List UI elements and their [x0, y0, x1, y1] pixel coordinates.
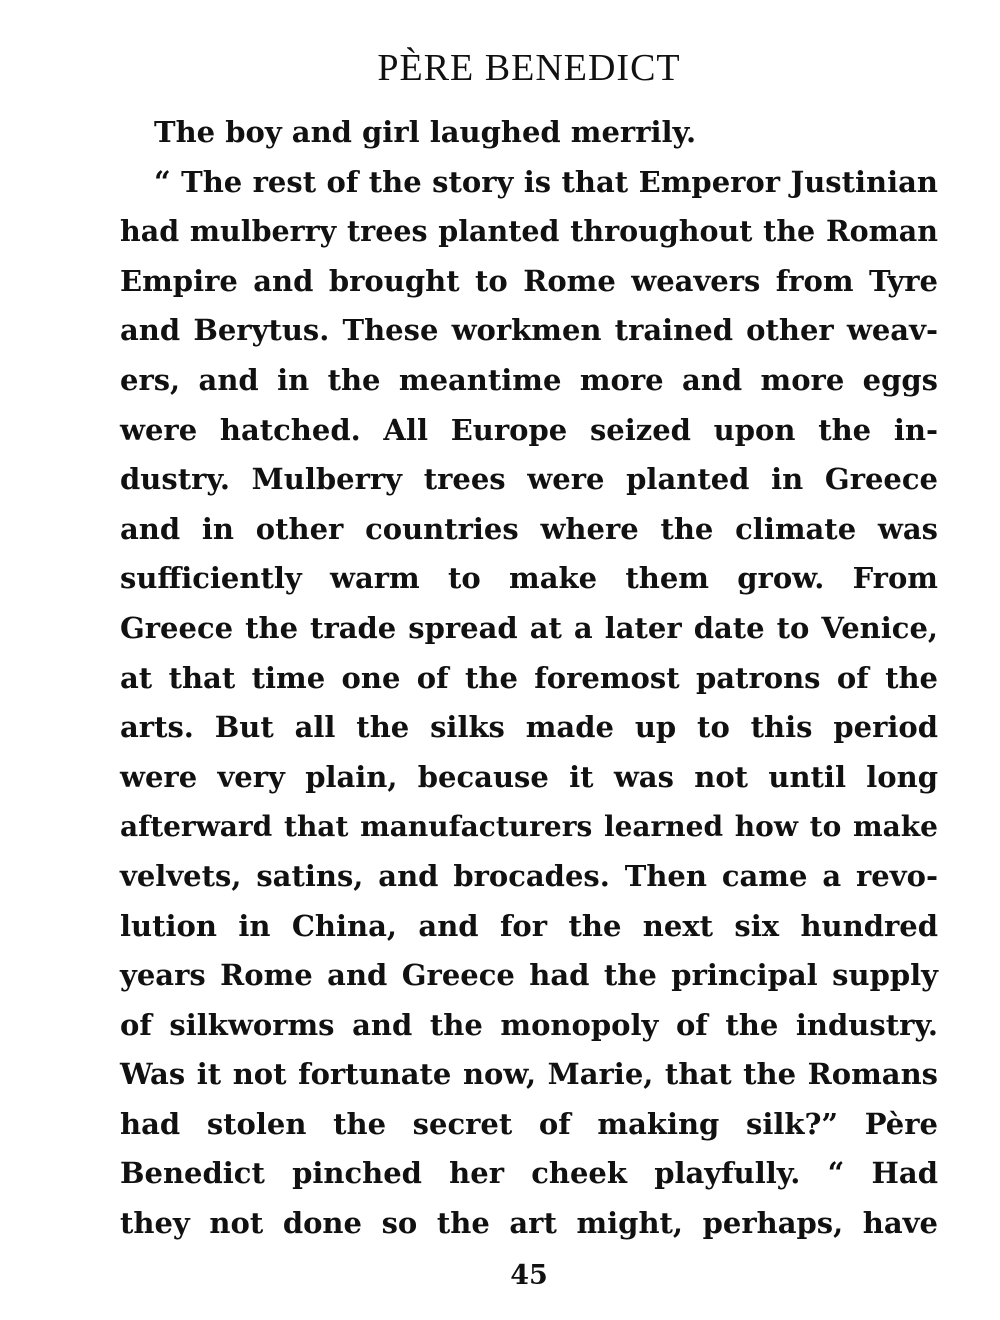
text-line: velvets, satins, and brocades. Then came a revo- — [120, 858, 938, 893]
text-line: were hatched. All Europe seized upon the in- — [120, 412, 938, 447]
text-line: at that time one of the foremost patrons of the — [120, 660, 938, 695]
text-line: Was it not fortunate now, Marie, that the Romans — [120, 1057, 938, 1092]
text-line: dustry. Mulberry trees were planted in Greece — [120, 462, 938, 497]
text-line: had mulberry trees planted throughout the Roman — [120, 214, 938, 249]
text-line: The boy and girl laughed merrily. — [154, 115, 697, 149]
text-line: had stolen the secret of making silk?” Père — [120, 1106, 938, 1141]
text-line: arts. But all the silks made up to this period — [120, 710, 938, 745]
text-line: Greece the trade spread at a later date to Venice, — [120, 610, 938, 645]
text-line: Empire and brought to Rome weavers from Tyre — [120, 263, 938, 298]
text-line: of silkworms and the monopoly of the industry. — [120, 1007, 938, 1042]
text-line: sufficiently warm to make them grow. From — [120, 561, 938, 596]
text-line: ers, and in the meantime more and more eggs — [120, 362, 938, 397]
text-line: and in other countries where the climate was — [120, 511, 938, 546]
text-line: afterward that manufacturers learned how to make — [120, 810, 938, 844]
book-page — [120, 0, 938, 1320]
running-head: PÈRE BENEDICT — [377, 47, 681, 89]
text-line: lution in China, and for the next six hundred — [120, 908, 938, 943]
text-line: years Rome and Greece had the principal supply — [120, 958, 938, 993]
page-number: 45 — [510, 1260, 548, 1291]
text-line: they not done so the art might, perhaps, have — [120, 1206, 938, 1241]
text-line: Benedict pinched her cheek playfully. “ Had — [120, 1156, 938, 1191]
body-text — [120, 108, 938, 1249]
text-line: “ The rest of the story is that Emperor Justinian — [154, 164, 938, 199]
text-line: were very plain, because it was not until long — [120, 759, 938, 794]
text-line: and Berytus. These workmen trained other weav- — [120, 313, 938, 348]
